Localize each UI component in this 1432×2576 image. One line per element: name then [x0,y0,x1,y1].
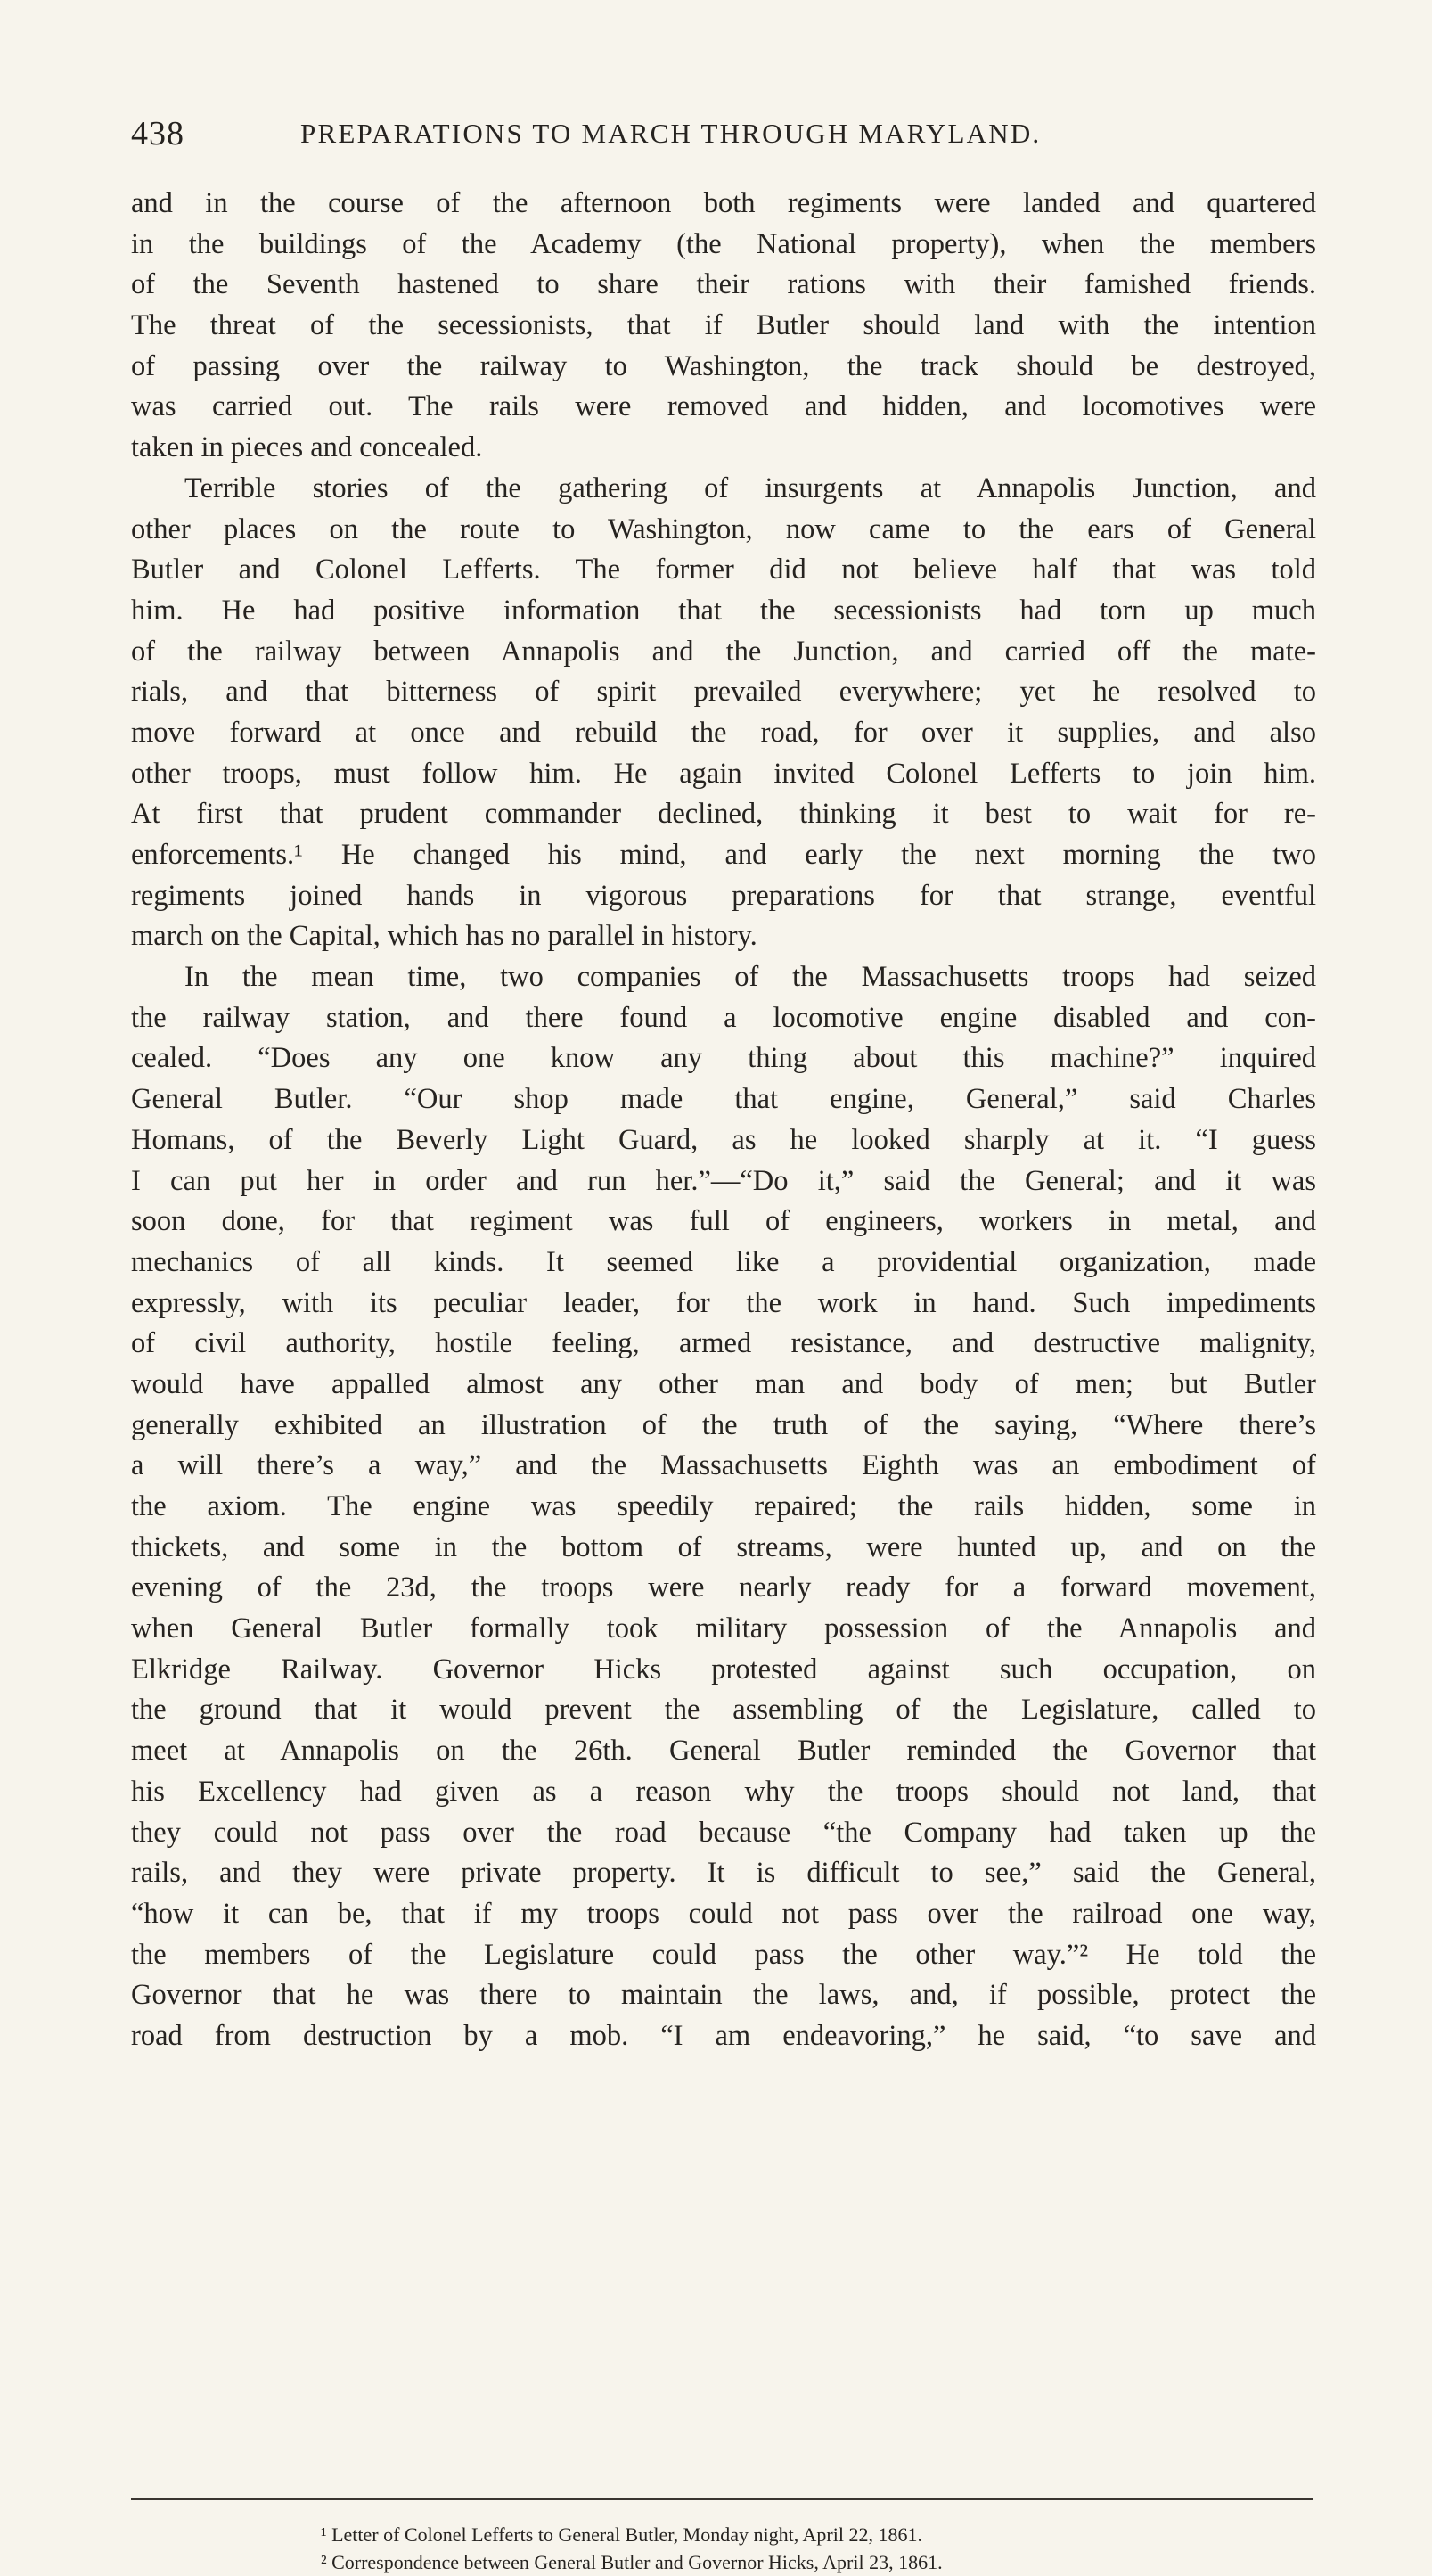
text-line: the members of the Legislature could pass the other way.”² He told the [131,1938,1316,1971]
text-line: At first that prudent commander declined, thinking it best to wait for re- [131,798,1316,831]
text-line: “how it can be, that if my troops could not pass over the railroad one way, [131,1897,1316,1930]
text-line: would have appalled almost any other man and body of men; but Butler [131,1367,1316,1400]
text-line: enforcements.¹ He changed his mind, and early the next morning the two [131,839,1316,871]
text-line: evening of the 23d, the troops were nearly ready for a forward movement, [131,1571,1316,1604]
text-line: Homans, of the Beverly Light Guard, as he looked sharply at it. “I guess [131,1123,1316,1156]
text-line: Butler and Colonel Lefferts. The former did not believe half that was told [131,554,1316,587]
footnote-divider [131,2498,1313,2500]
text-line: regiments joined hands in vigorous preparations for that strange, eventful [131,879,1316,912]
text-line: I can put her in order and run her.”—“Do it,” said the General; and it was [131,1164,1316,1197]
text-line: they could not pass over the road because “the Company had taken up the [131,1816,1316,1849]
running-title: PREPARATIONS TO MARCH THROUGH MARYLAND. [300,118,1042,149]
text-line: of passing over the railway to Washington, the track should be destroyed, [131,349,1316,382]
text-line: the axiom. The engine was speedily repaired; the rails hidden, some in [131,1490,1316,1522]
text-line: soon done, for that regiment was full of engineers, workers in metal, and [131,1205,1316,1238]
body-text [131,184,1316,2057]
text-line: his Excellency had given as a reason why the troops should not land, that [131,1775,1316,1808]
running-head [131,114,1313,155]
text-line: of the railway between Annapolis and the Junction, and carried off the mate- [131,635,1316,668]
text-line: and in the course of the afternoon both regiments were landed and quartered [131,187,1316,219]
text-line: Terrible stories of the gathering of insurgents at Annapolis Junction, and [184,472,1316,505]
text-line: road from destruction by a mob. “I am endeavoring,” he said, “to save and [131,2019,1316,2052]
footnote-1: ¹ Letter of Colonel Lefferts to General Butler, Monday night, April 22, 1861. [321,2523,922,2546]
text-line: a will there’s a way,” and the Massachusetts Eighth was an embodiment of [131,1449,1316,1482]
text-line: other troops, must follow him. He again invited Colonel Lefferts to join him. [131,757,1316,790]
text-line: mechanics of all kinds. It seemed like a providential organization, made [131,1245,1316,1278]
text-line: Elkridge Railway. Governor Hicks protested against such occupation, on [131,1653,1316,1686]
text-line: The threat of the secessionists, that if Butler should land with the intention [131,309,1316,342]
text-line: when General Butler formally took military possession of the Annapolis and [131,1612,1316,1645]
text-line: in the buildings of the Academy (the National property), when the members [131,227,1316,260]
text-line: General Butler. “Our shop made that engine, General,” said Charles [131,1083,1316,1116]
text-line: expressly, with its peculiar leader, for the work in hand. Such impediments [131,1286,1316,1319]
text-line: the ground that it would prevent the assembling of the Legislature, called to [131,1694,1316,1727]
text-line: cealed. “Does any one know any thing about this machine?” inquired [131,1042,1316,1075]
text-line: generally exhibited an illustration of the truth of the saying, “Where there’s [131,1408,1316,1441]
text-line: Governor that he was there to maintain the laws, and, if possible, protect the [131,1979,1316,2012]
footnotes [321,2521,1301,2576]
text-line: taken in pieces and concealed. [131,431,483,464]
text-line: meet at Annapolis on the 26th. General Butler reminded the Governor that [131,1735,1316,1768]
text-line: march on the Capital, which has no parallel in history. [131,920,757,953]
text-line: him. He had positive information that the secessionists had torn up much [131,594,1316,627]
text-line: of civil authority, hostile feeling, armed resistance, and destructive malignity, [131,1327,1316,1360]
footnote-2: ² Correspondence between General Butler and Governor Hicks, April 23, 1861. [321,2551,943,2573]
text-line: thickets, and some in the bottom of streams, were hunted up, and on the [131,1530,1316,1563]
text-line: move forward at once and rebuild the road, for over it supplies, and also [131,716,1316,749]
text-line: the railway station, and there found a locomotive engine disabled and con- [131,1001,1316,1034]
text-line: of the Seventh hastened to share their rations with their famished friends. [131,268,1316,301]
text-line: rails, and they were private property. It is difficult to see,” said the General, [131,1857,1316,1890]
text-line: rials, and that bitterness of spirit prevailed everywhere; yet he resolved to [131,676,1316,709]
text-line: other places on the route to Washington, now came to the ears of General [131,513,1316,546]
page-number: 438 [131,115,184,152]
text-line: was carried out. The rails were removed and hidden, and locomotives were [131,390,1316,423]
text-line: In the mean time, two companies of the Massachusetts troops had seized [184,961,1316,994]
